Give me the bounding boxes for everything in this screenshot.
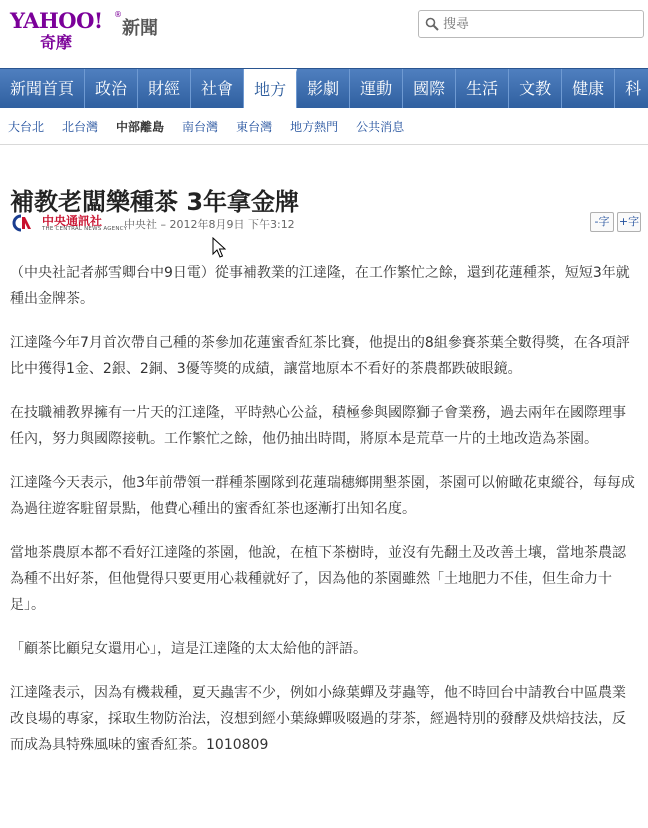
search-box[interactable] bbox=[418, 10, 644, 38]
mouse-cursor-icon bbox=[212, 237, 226, 259]
nav-item-7[interactable]: 國際 bbox=[403, 69, 456, 109]
article-date: – 2012年8月9日 下午3:12 bbox=[160, 218, 295, 231]
article-title: 補教老闆樂種茶 3年拿金牌 bbox=[10, 188, 300, 217]
header bbox=[0, 0, 648, 68]
article-paragraph: 江達隆今天表示，他3年前帶領一群種茶團隊到花蓮瑞穗鄉開墾茶園，茶園可以俯瞰花東縱谷，每每成為過往遊客駐留景點，他費心種出的蜜香紅茶也逐漸打出知名度。 bbox=[10, 475, 635, 517]
section-title[interactable]: 新聞 bbox=[122, 18, 158, 39]
sub-nav bbox=[0, 108, 648, 145]
nav-item-8[interactable]: 生活 bbox=[456, 69, 509, 109]
subnav-item-0[interactable]: 大台北 bbox=[8, 120, 45, 134]
logo-registered-mark: ® bbox=[114, 10, 122, 19]
font-size-controls bbox=[590, 212, 644, 232]
logo-subtitle: 奇摩 bbox=[40, 33, 73, 52]
nav-item-10[interactable]: 健康 bbox=[562, 69, 615, 109]
nav-item-3[interactable]: 社會 bbox=[191, 69, 244, 109]
cna-logo-icon bbox=[10, 214, 32, 232]
cna-logo-text: 中央通訊社 bbox=[42, 214, 103, 228]
font-smaller-button[interactable]: -字 bbox=[590, 212, 614, 232]
subnav-item-1[interactable]: 北台灣 bbox=[62, 120, 99, 134]
nav-item-0[interactable]: 新聞首頁 bbox=[0, 69, 85, 109]
sub-nav-list bbox=[0, 108, 648, 144]
subnav-item-2[interactable]: 中部離島 bbox=[116, 120, 165, 134]
subnav-item-5[interactable]: 地方熱門 bbox=[290, 120, 339, 134]
main-nav bbox=[0, 68, 648, 109]
cna-logo[interactable] bbox=[10, 212, 128, 234]
article-paragraph: 江達隆今年7月首次帶自己種的茶參加花蓮蜜香紅茶比賽，他提出的8組參賽茶葉全數得獎，在各項評比中獲得1金、2銀、2銅、3優等獎的成績，讓當地原本不看好的茶農都跌破眼鏡。 bbox=[10, 335, 630, 377]
subnav-item-4[interactable]: 東台灣 bbox=[236, 120, 273, 134]
article-paragraph: 在技職補教界擁有一片天的江達隆，平時熱心公益，積極參與國際獅子會業務，過去兩年在國際理事任內，努力與國際接軌。工作繁忙之餘，他仍抽出時間，將原本是荒草一片的土地改造為茶園。 bbox=[10, 405, 626, 447]
nav-item-6[interactable]: 運動 bbox=[350, 69, 403, 109]
search-icon bbox=[425, 17, 439, 31]
article-source-date bbox=[124, 216, 295, 232]
nav-item-2[interactable]: 財經 bbox=[138, 69, 191, 109]
article-paragraph: （中央社記者郝雪卿台中9日電）從事補教業的江達隆，在工作繁忙之餘，還到花蓮種茶，短短3年就種出金牌茶。 bbox=[10, 265, 630, 307]
article-body bbox=[10, 260, 638, 776]
search-input[interactable] bbox=[443, 15, 639, 33]
nav-item-5[interactable]: 影劇 bbox=[297, 69, 350, 109]
nav-item-4[interactable]: 地方 bbox=[244, 69, 297, 109]
logo-wordmark: YAHOO! bbox=[10, 8, 103, 33]
article-paragraph: 當地茶農原本都不看好江達隆的茶園，他說，在植下茶樹時，並沒有先翻土及改善土壤，當地茶農認為種不出好茶，但他覺得只要更用心栽種就好了，因為他的茶園雖然「土地肥力不佳，但生命力十足」。 bbox=[10, 545, 626, 613]
main-nav-list bbox=[0, 69, 648, 109]
article-source: 中央社 bbox=[124, 218, 157, 231]
yahoo-logo[interactable] bbox=[10, 8, 122, 52]
article-byline bbox=[10, 212, 640, 234]
font-larger-button[interactable]: +字 bbox=[617, 212, 641, 232]
article-paragraph: 「顧茶比顧兒女還用心」，這是江達隆的太太給他的評語。 bbox=[10, 641, 367, 657]
article-paragraph: 江達隆表示，因為有機栽種，夏天蟲害不少，例如小綠葉蟬及芽蟲等，他不時回台中請教台中區農業改良場的專家，採取生物防治法，沒想到經小葉綠蟬吸啜過的芽茶，經過特別的發酵及烘焙技法，反而成為具特殊風味的蜜香紅茶。1010809 bbox=[10, 685, 626, 753]
nav-item-1[interactable]: 政治 bbox=[85, 69, 138, 109]
nav-item-11[interactable]: 科 bbox=[615, 69, 648, 109]
subnav-item-3[interactable]: 南台灣 bbox=[182, 120, 219, 134]
nav-item-9[interactable]: 文教 bbox=[509, 69, 562, 109]
cna-logo-subtext: THE CENTRAL NEWS AGENCY bbox=[42, 226, 128, 232]
subnav-item-6[interactable]: 公共消息 bbox=[356, 120, 405, 134]
